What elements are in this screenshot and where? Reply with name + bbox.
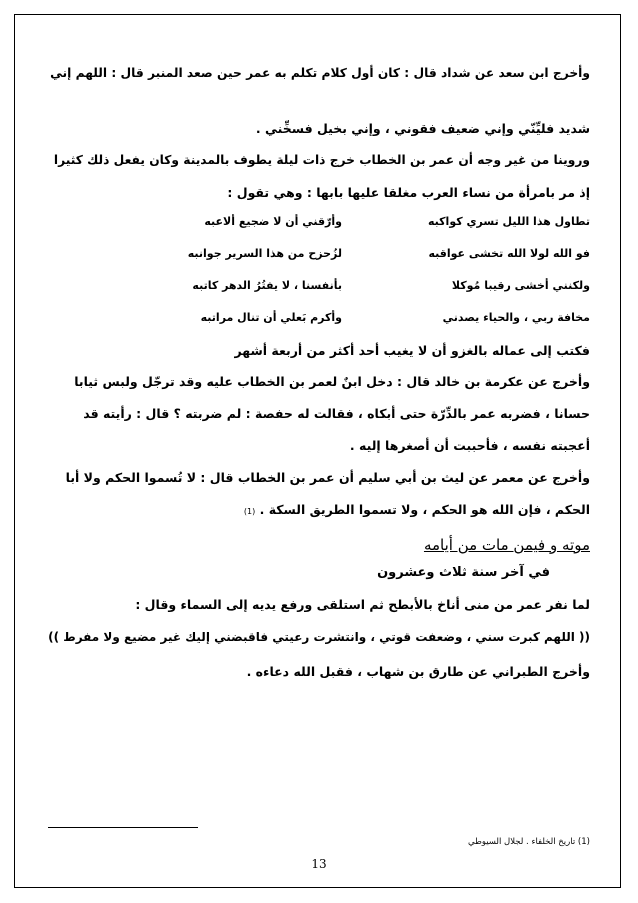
verse-right: تطاول هذا الليل تسري كواكبه [428, 215, 590, 228]
footnote [468, 837, 590, 847]
paragraph-line: وأخرج عن معمر عن ليث بن أبي سليم أن عمر بن الخطاب قال : لا تُسموا الحكم ولا أبا [65, 470, 590, 485]
section-subheading: في آخر سنة ثلاث وعشرون [377, 565, 550, 580]
verse-right: فو الله لولا الله تخشى عواقبه [428, 247, 590, 260]
page-number: 13 [311, 857, 327, 871]
paragraph-text: الحكم ، فإن الله هو الحكم ، ولا تسموا الطريق السكة . [259, 502, 590, 517]
verse-left: بأنفسنا ، لا يفتُرُ الدهر كاتبه [192, 279, 342, 292]
paragraph-line: وأخرج عن عكرمة بن خالد قال : دخل ابنٌ لعمر بن الخطاب عليه وقد ترجّل ولبس ثيابا [74, 374, 590, 389]
paragraph-line: وأخرج ابن سعد عن شداد قال : كان أول كلام تكلم به عمر حين صعد المنبر قال : اللهم إني [50, 66, 590, 80]
verse-left: لزُحزح من هذا السرير جوانبه [187, 247, 342, 260]
footnote-mark: (1) [577, 837, 590, 847]
paragraph-line: وأخرج الطبراني عن طارق بن شهاب ، فقبل الله دعاءه . [246, 664, 590, 679]
verse-left: وأرّقني أن لا ضجيع ألاعبه [204, 215, 342, 228]
paragraph-line: إذ مر بامرأة من نساء العرب مغلقا عليها بابها : وهي تقول : [227, 185, 590, 200]
paragraph-line: لما نفر عمر من منى أناخ بالأبطح ثم استلقى ورفع يديه إلى السماء وقال : [135, 597, 590, 612]
footnote-separator [48, 827, 198, 828]
footnote-text: تاريخ الخلفاء . لجلال السيوطي [467, 837, 576, 847]
verse-right: ولكنني أخشى رقيبا مُوكلا [451, 279, 590, 292]
paragraph-line: فكتب إلى عماله بالغزو أن لا يغيب أحد أكثر من أربعة أشهر [234, 343, 590, 358]
paragraph-line: حسانا ، فضربه عمر بالدِّرّة حتى أبكاه ، فقالت له حفصة : لم ضربته ؟ قال : رأيته قد [83, 406, 590, 421]
footnote-reference: (1) [243, 507, 256, 516]
paragraph-line: أعجبته نفسه ، فأحببت أن أصغرها إليه . [349, 438, 590, 453]
paragraph-line [244, 502, 590, 517]
section-heading: موته و فيمن مات من أيامه [423, 536, 590, 554]
paragraph-line: شديد فليِّنّي وإني ضعيف فقوني ، وإني بخيل فسخِّني . [255, 121, 590, 136]
paragraph-line: (( اللهم كبرت سني ، وضعفت قوتي ، وانتشرت رعيتي فاقبضني إليك غير مضيع ولا مفرط )) [48, 630, 590, 644]
verse-left: وأكرم بَعلي أن تنال مراتبه [200, 311, 342, 324]
verse-right: مخافة ربي ، والحياء يصدني [442, 311, 590, 324]
paragraph-line: وروينا من غير وجه أن عمر بن الخطاب خرج ذات ليلة يطوف بالمدينة وكان يفعل ذلك كثيرا [53, 153, 590, 167]
